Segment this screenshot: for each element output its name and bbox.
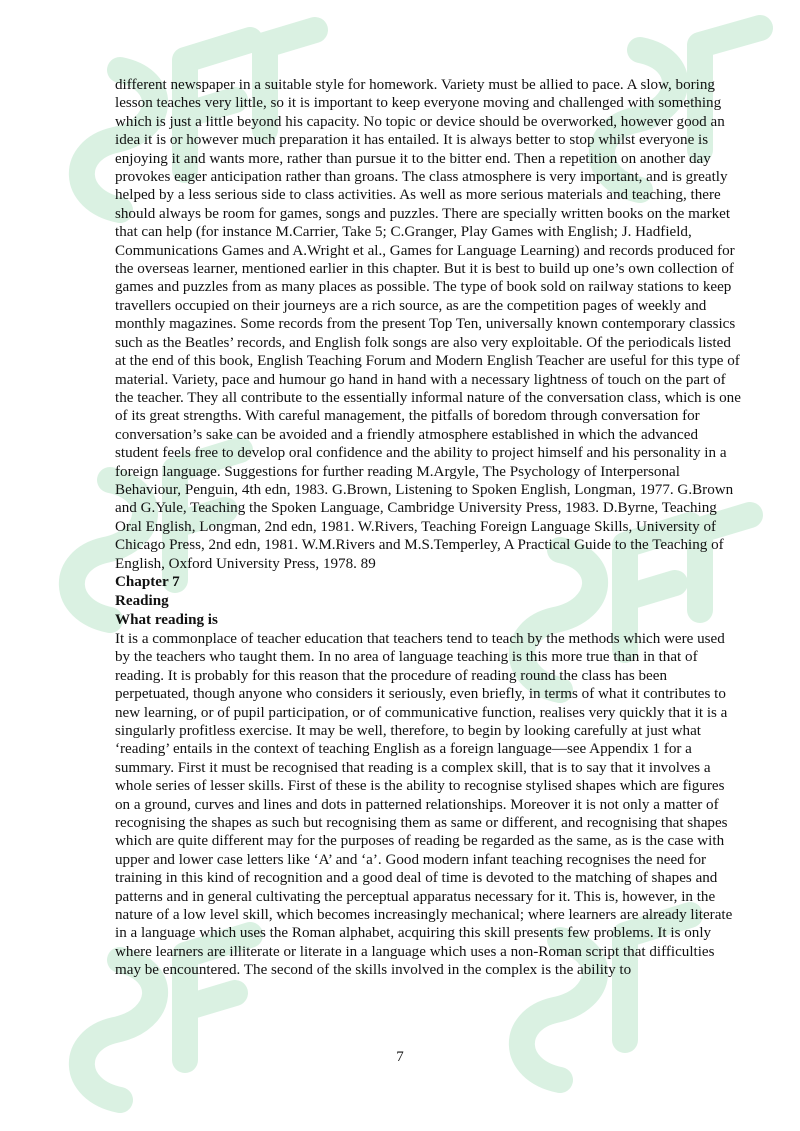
chapter-title: Reading [115,592,169,609]
chapter-heading: Chapter 7 [115,573,180,590]
body-paragraph: different newspaper in a suitable style for homework. Variety must be allied to pace. A slow, boring lesson teaches very little, so it is important to keep everyone moving and challenged with something which is just a little beyond his capacity. No topic or device should be overworked, however good an idea it is or however much preparation it has entailed. It is always better to stop whilst everyone is enjoying it and wants more, rather than pursue it to the bitter end. Then a repetition on another day provokes eager anticipation rather than groans. The class atmosphere is very important, and is greatly helped by a less serious side to class activities. As well as more serious materials and teaching, there should always be room for games, songs and puzzles. There are specially written books on the market that can help (for instance M.Carrier, Take 5; C.Granger, Play Games with English; J. Hadfield, Communications Games and A.Wright et al., Games for Language Learning) and records produced for the overseas learner, mentioned earlier in this chapter. But it is best to build up one’s own collection of games and puzzles from as many places as possible. The type of book sold on railway stations to keep travellers occupied on their journeys are a rich source, as are the competition pages of weekly and monthly magazines. Some records from the present Top Ten, universally known contemporary classics such as the Beatles’ records, and English folk songs are also very exploitable. Of the periodicals listed at the end of this book, English Teaching Forum and Modern English Teacher are useful for this type of material. Variety, pace and humour go hand in hand with a necessary lightness of touch on the part of the teacher. They all contribute to the essentially informal nature of the conversation class, which is one of its great strengths. With careful management, the pitfalls of boredom through conversation for conversation’s sake can be avoided and a friendly atmosphere established in which the advanced student feels free to develop oral confidence and the ability to project himself and his personality in a foreign language. Suggestions for further reading M.Argyle, The Psychology of Interpersonal Behaviour, Penguin, 4th edn, 1983. G.Brown, Listening to Spoken English, Longman, 1977. G.Brown and G.Yule, Teaching the Spoken Language, Cambridge University Press, 1983. D.Byrne, Teaching Oral English, Longman, 2nd edn, 1981. W.Rivers, Teaching Foreign Language Skills, University of Chicago Press, 2nd edn, 1981. W.M.Rivers and M.S.Temperley, A Practical Guide to the Teaching of English, Oxford University Press, 1978. 89 [115,77,741,572]
section-heading: What reading is [115,611,218,628]
body-paragraph: It is a commonplace of teacher education that teachers tend to teach by the methods which were used by the teachers who taught them. In no area of language teaching is this more true than in that of reading. It is probably for this reason that the procedure of reading round the class has been perpetuated, though anyone who considers it seriously, even briefly, in terms of what it contributes to new learning, or of pupil participation, or of communicative function, realises very quickly that it is a singularly profitless exercise. It may be well, therefore, to begin by looking carefully at just what ‘reading’ entails in the context of teaching English as a foreign language—see Appendix 1 for a summary. First it must be recognised that reading is a complex skill, that is to say that it involves a whole series of lesser skills. First of these is the ability to recognise stylised shapes which are figures on a ground, curves and lines and dots in patterned relationships. Moreover it is not only a matter of recognising the shapes as such but recognising them as same or different, and recognising that shapes which are quite different may for the purposes of reading be regarded as the same, as is the case with upper and lower case letters like ‘A’ and ‘a’. Good modern infant teaching recognises the need for training in this kind of recognition and a good deal of time is devoted to the matching of shapes and patterns and in general cultivating the perceptual apparatus necessary for it. This is, however, in the nature of a low level skill, which becomes increasingly mechanical; where learners are already literate in a language which uses the Roman alphabet, acquiring this skill presents few problems. It is only where learners are illiterate or literate in a language which uses a non-Roman script that difficulties may be encountered. The second of the skills involved in the complex is the ability to [115,630,733,979]
page-number: 7 [396,1049,404,1065]
document-body [115,76,741,980]
